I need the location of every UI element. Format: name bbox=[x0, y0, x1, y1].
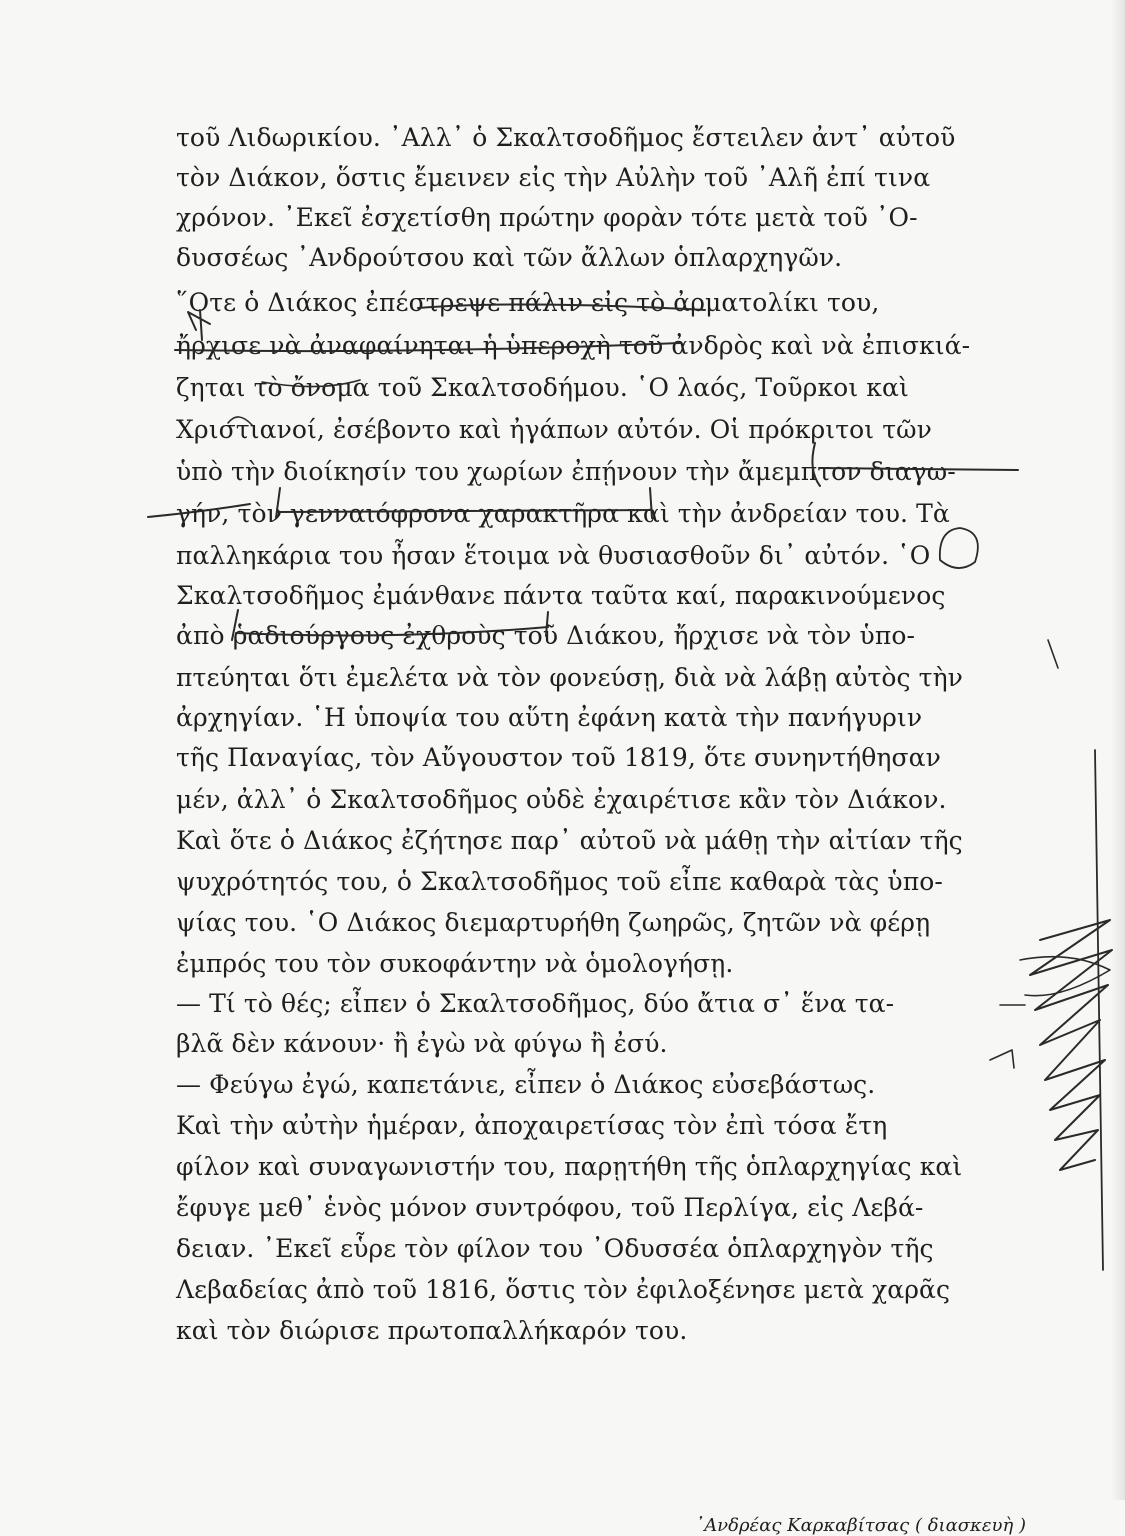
text-line: Λεβαδείας ἀπὸ τοῦ 1816, ὅστις τὸν ἐφιλοξένησε μετὰ χαρᾶς bbox=[176, 1275, 951, 1304]
text-line: δυσσέως ᾿Ανδρούτσου καὶ τῶν ἄλλων ὁπλαρχηγῶν. bbox=[176, 243, 843, 272]
text-line: ψυχρότητός του, ὁ Σκαλτσοδῆμος τοῦ εἶπε καθαρὰ τὰς ὑπο- bbox=[176, 867, 943, 896]
text-line: τὸν Διάκον, ὅστις ἔμεινεν εἰς τὴν Αὐλὴν τοῦ ᾿Αλῆ ἐπί τινα bbox=[176, 163, 931, 192]
text-line: ῞Οτε ὁ Διάκος ἐπέστρεψε πάλιν εἰς τὸ ἀρματολίκι του, bbox=[176, 288, 880, 317]
text-line: ψίας του. ῾Ο Διάκος διεμαρτυρήθη ζωηρῶς, ζητῶν νὰ φέρῃ bbox=[176, 908, 931, 937]
text-line: Καὶ ὅτε ὁ Διάκος ἐζήτησε παρ᾿ αὐτοῦ νὰ μάθῃ τὴν αἰτίαν τῆς bbox=[176, 826, 963, 855]
text-line: μέν, ἀλλ᾿ ὁ Σκαλτσοδῆμος οὐδὲ ἐχαιρέτισε κἂν τὸν Διάκον. bbox=[176, 785, 947, 814]
pencil-scribble bbox=[1030, 920, 1112, 1170]
text-line: καὶ τὸν διώρισε πρωτοπαλλήκαρόν του. bbox=[176, 1316, 688, 1345]
text-line: χρόνον. ᾿Εκεῖ ἐσχετίσθη πρώτην φορὰν τότε μετὰ τοῦ ᾿Ο- bbox=[176, 203, 918, 232]
text-line: ἤρχισε νὰ ἀναφαίνηται ἡ ὑπεροχὴ τοῦ ἀνδρὸς καὶ νὰ ἐπισκιά- bbox=[176, 331, 971, 360]
text-line: — Τί τὸ θές; εἶπεν ὁ Σκαλτσοδῆμος, δύο ἄτια σ᾿ ἕνα τα- bbox=[176, 989, 895, 1018]
author-signature: ᾿Ανδρέας Καρκαβίτσας ( διασκευὴ ) bbox=[695, 1515, 1026, 1536]
text-line: ἐμπρός του τὸν συκοφάντην νὰ ὁμολογήσῃ. bbox=[176, 949, 734, 978]
page-edge-shadow bbox=[1111, 0, 1125, 1500]
pencil-scribble bbox=[1020, 957, 1110, 996]
text-line: φίλον καὶ συναγωνιστήν του, παρῃτήθη τῆς ὁπλαρχηγίας καὶ bbox=[176, 1152, 963, 1181]
text-line: ἀρχηγίαν. ῾Η ὑποψία του αὕτη ἐφάνη κατὰ τὴν πανήγυριν bbox=[176, 703, 923, 732]
text-line: δειαν. ᾿Εκεῖ εὗρε τὸν φίλον του ᾿Οδυσσέα ὁπλαρχηγὸν τῆς bbox=[176, 1234, 934, 1263]
text-line: γήν, τὸν γενναιόφρονα χαρακτῆρα καὶ τὴν ἀνδρείαν του. Τὰ bbox=[176, 499, 950, 528]
text-line: Σκαλτσοδῆμος ἐμάνθανε πάντα ταῦτα καί, παρακινούμενος bbox=[176, 581, 946, 610]
text-line: τῆς Παναγίας, τὸν Αὔγουστον τοῦ 1819, ὅτε συνηντήθησαν bbox=[176, 743, 941, 772]
text-line: ἀπὸ ῥαδιούργους ἐχθροὺς τοῦ Διάκου, ἤρχισε νὰ τὸν ὑπο- bbox=[176, 621, 916, 650]
text-line: βλᾶ δὲν κάνουν· ἢ ἐγὼ νὰ φύγω ἢ ἐσύ. bbox=[176, 1029, 668, 1058]
pencil-margin-line bbox=[1048, 640, 1058, 668]
text-line: Χριστιανοί, ἐσέβοντο καὶ ἠγάπων αὐτόν. Οἱ πρόκριτοι τῶν bbox=[176, 415, 932, 444]
text-line: ὑπὸ τὴν διοίκησίν του χωρίων ἐπῄνουν τὴν ἄμεμπτον διαγω- bbox=[176, 457, 956, 486]
text-line: ζηται τὸ ὄνομα τοῦ Σκαλτσοδήμου. ῾Ο λαός, Τοῦρκοι καὶ bbox=[176, 373, 909, 402]
text-line: τοῦ Λιδωρικίου. ᾿Αλλ᾿ ὁ Σκαλτσοδῆμος ἔστειλεν ἀντ᾿ αὐτοῦ bbox=[176, 123, 956, 152]
text-line: — Φεύγω ἐγώ, καπετάνιε, εἶπεν ὁ Διάκος εὐσεβάστως. bbox=[176, 1070, 876, 1099]
pencil-margin-line bbox=[1095, 750, 1103, 1270]
text-line: πτεύηται ὅτι ἐμελέτα νὰ τὸν φονεύσῃ, διὰ νὰ λάβῃ αὐτὸς τὴν bbox=[176, 663, 963, 692]
text-line: παλληκάρια του ἦσαν ἕτοιμα νὰ θυσιασθοῦν δι᾿ αὐτόν. ῾Ο bbox=[176, 541, 931, 570]
text-line: ἔφυγε μεθ᾿ ἑνὸς μόνον συντρόφου, τοῦ Περλίγα, εἰς Λεβά- bbox=[176, 1193, 924, 1222]
text-line: Καὶ τὴν αὐτὴν ἡμέραν, ἀποχαιρετίσας τὸν ἐπὶ τόσα ἔτη bbox=[176, 1111, 888, 1140]
